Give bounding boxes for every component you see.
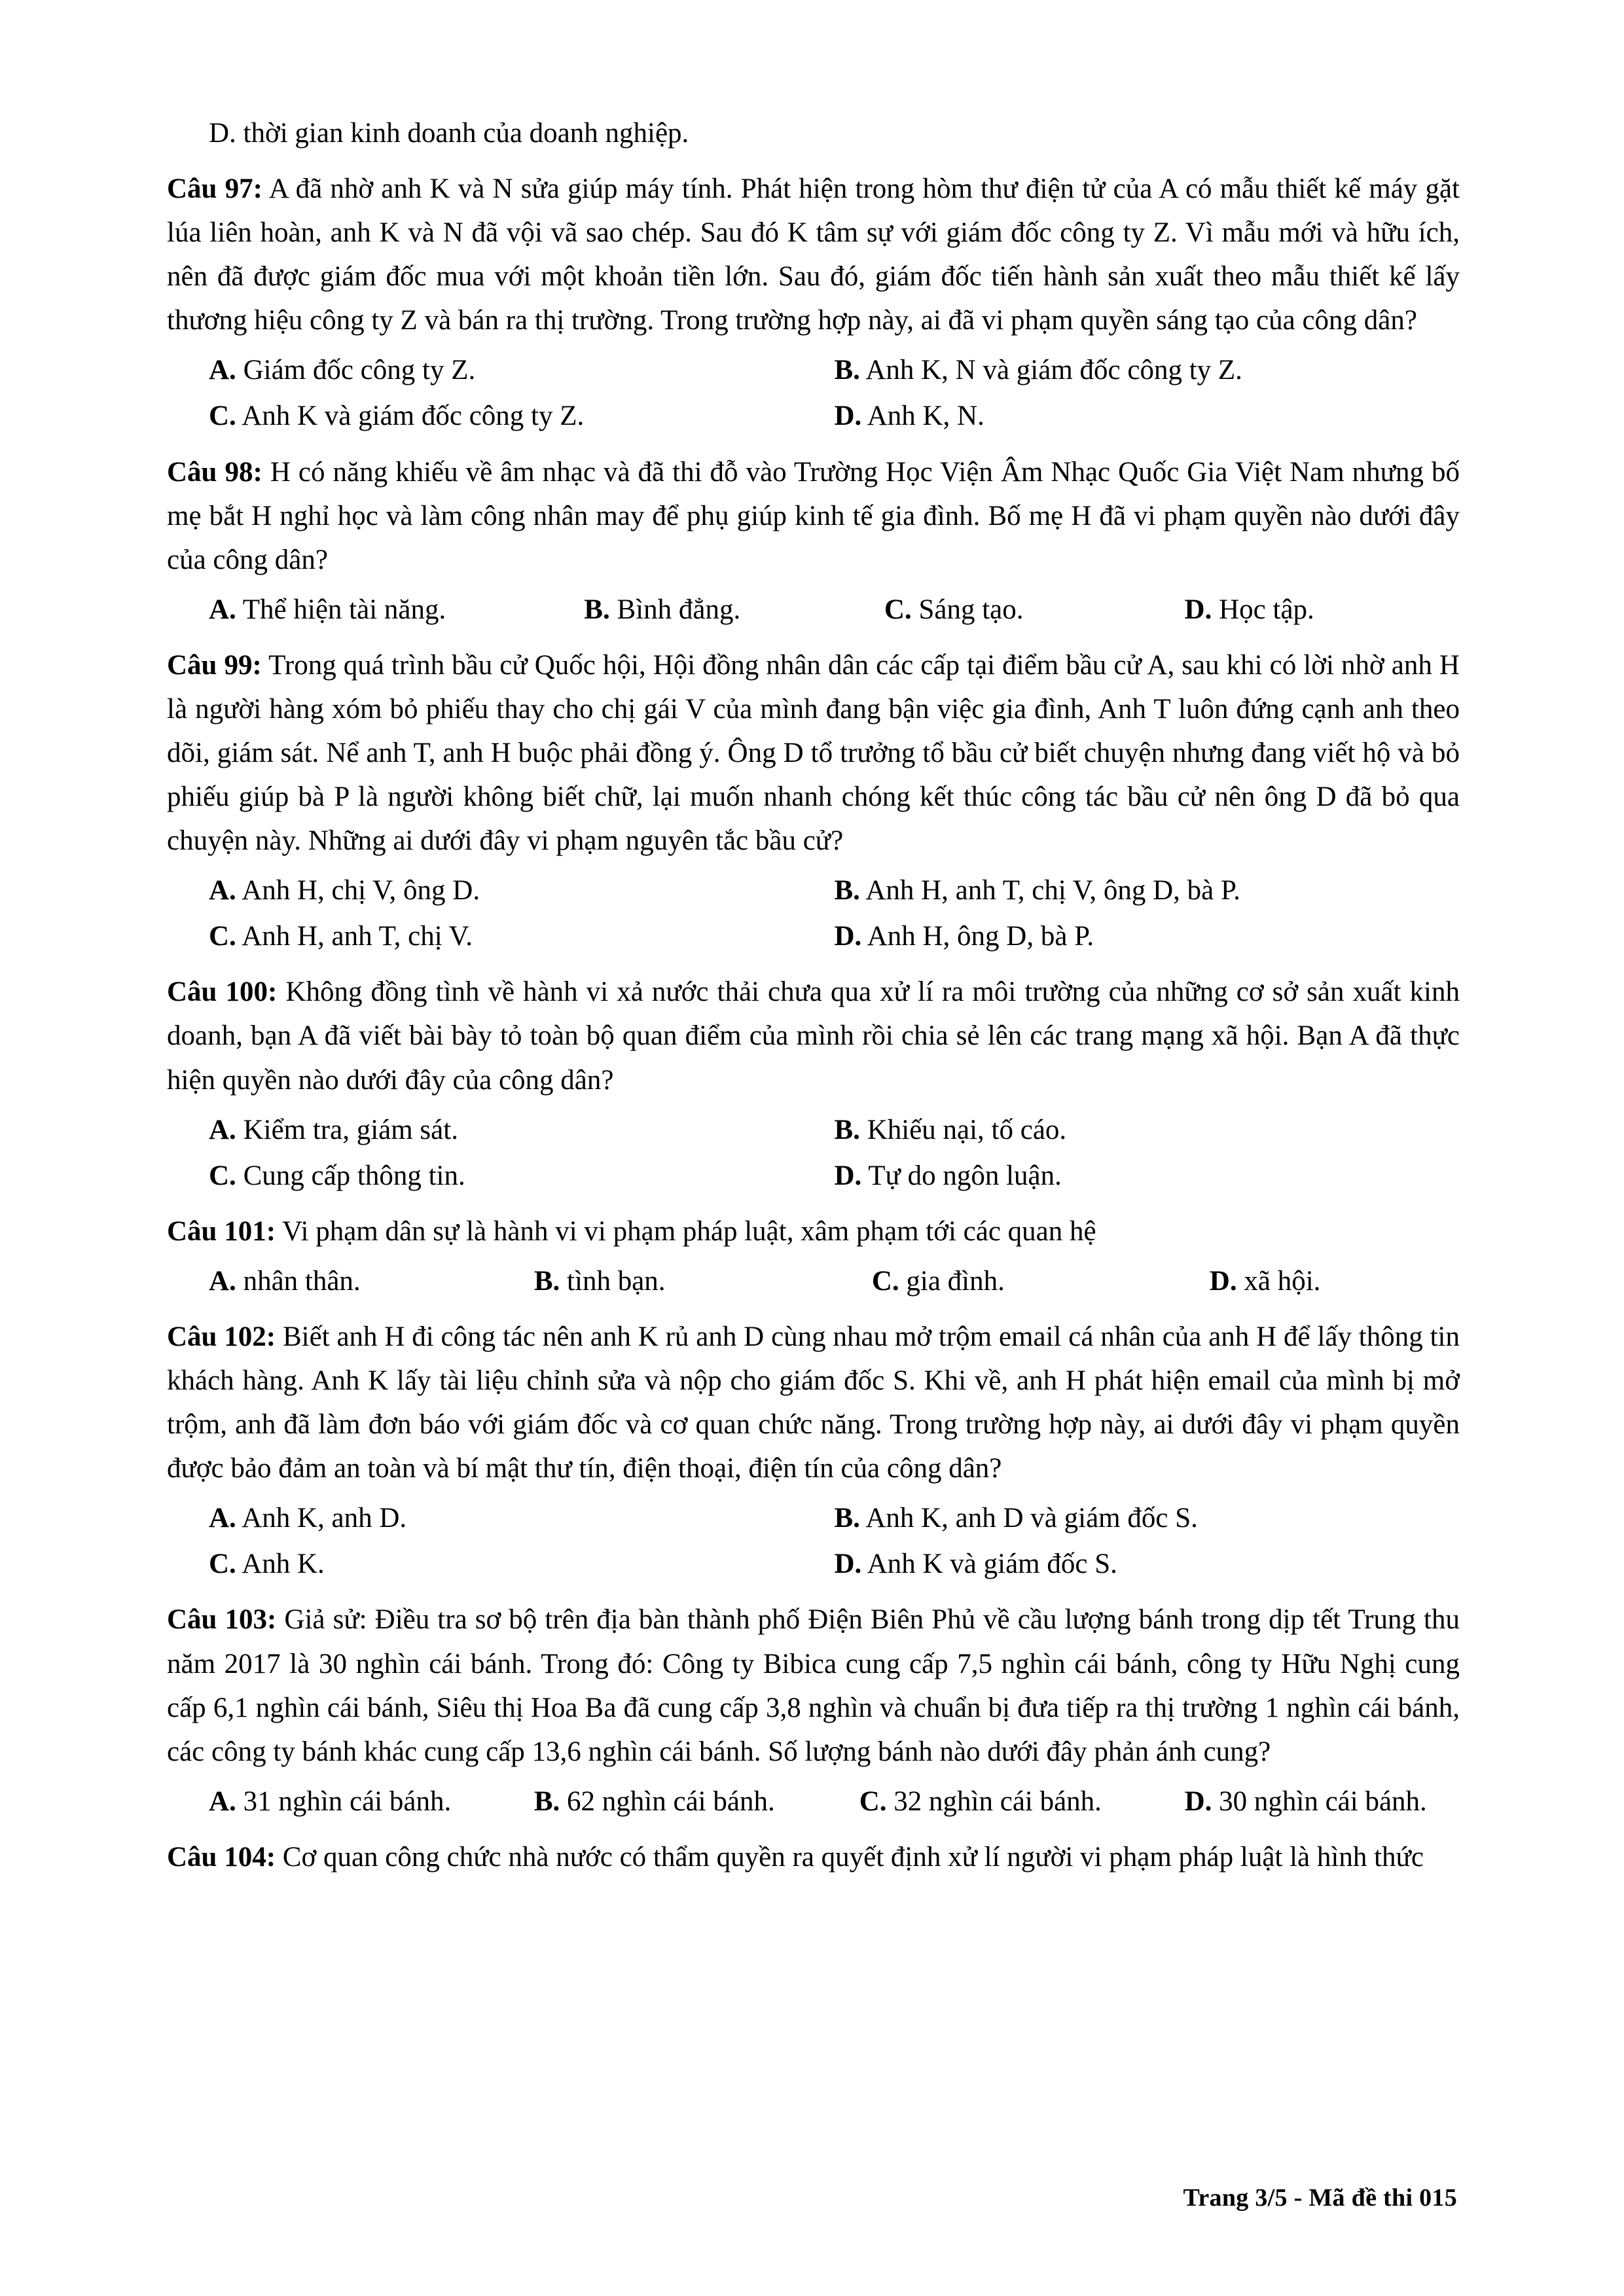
option-c-101[interactable]	[872, 1259, 1210, 1303]
option-text: Anh K và giám đốc công ty Z.	[236, 401, 585, 432]
option-a-102[interactable]	[209, 1496, 835, 1540]
option-text: Kiểm tra, giám sát.	[236, 1114, 458, 1145]
question-stem-103	[167, 1598, 1460, 1773]
option-text: Khiếu nại, tố cáo.	[859, 1114, 1067, 1145]
question-block-102	[167, 1315, 1460, 1586]
option-b-99[interactable]	[835, 869, 1460, 912]
options-row	[167, 1154, 1460, 1198]
question-block-98	[167, 450, 1460, 632]
question-stem-104	[167, 1835, 1460, 1879]
option-c-103[interactable]	[859, 1780, 1185, 1823]
question-text-99: Trong quá trình bầu cử Quốc hội, Hội đồng nhân dân các cấp tại điểm bầu cử A, sau khi có lời nhờ anh H là người hàng xóm bỏ phiếu thay cho chị gái V của mình đang bận việc gia đình, Anh T luôn đứng cạnh anh theo dõi, giám sát. Nể anh T, anh H buộc phải đồng ý. Ông D tổ trưởng tổ bầu cử biết chuyện nhưng đang viết hộ và bỏ phiếu giúp bà P là người không biết chữ, lại muốn nhanh chóng kết thúc công tác bầu cử nên ông D đã bỏ qua chuyện này. Những ai dưới đây vi phạm nguyên tắc bầu cử?	[167, 649, 1460, 857]
option-text: tình bạn.	[560, 1265, 666, 1297]
question-text-100: Không đồng tình về hành vi xả nước thải chưa qua xử lí ra môi trường của những cơ sở sản xuất kinh doanh, bạn A đã viết bài bày tỏ toàn bộ quan điểm của mình rồi chia sẻ lên các trang mạng xã hội. Bạn A đã thực hiện quyền nào dưới đây của công dân?	[167, 977, 1460, 1096]
option-key: A.	[209, 1265, 236, 1297]
option-text: 31 nghìn cái bánh.	[236, 1785, 452, 1817]
option-text: 32 nghìn cái bánh.	[886, 1785, 1102, 1817]
question-stem-102	[167, 1315, 1460, 1490]
option-key: A.	[209, 1114, 236, 1145]
option-text: Anh K, anh D và giám đốc S.	[859, 1503, 1198, 1534]
option-a-97[interactable]	[209, 348, 835, 392]
option-c-97[interactable]	[209, 394, 835, 438]
option-key: B.	[533, 1785, 560, 1817]
question-block-100	[167, 970, 1460, 1197]
option-key: C.	[209, 1549, 236, 1580]
option-b-101[interactable]	[534, 1259, 872, 1303]
option-key: B.	[834, 875, 860, 906]
options-row	[167, 1259, 1460, 1303]
option-text: xã hội.	[1236, 1265, 1321, 1297]
options-row	[167, 1496, 1460, 1540]
option-text: Cung cấp thông tin.	[236, 1160, 465, 1191]
option-key: C.	[209, 1160, 236, 1191]
option-c-102[interactable]	[209, 1542, 835, 1586]
option-key: B.	[834, 355, 860, 386]
option-d-97[interactable]	[835, 394, 1460, 438]
question-label-97: Câu 97:	[167, 173, 262, 205]
option-text: Thể hiện tài năng.	[236, 594, 446, 625]
option-text: Anh K, anh D.	[236, 1503, 407, 1534]
options-row	[167, 348, 1460, 392]
option-key: D.	[834, 401, 862, 432]
option-text: Học tập.	[1212, 594, 1314, 625]
question-label-103: Câu 103:	[167, 1604, 277, 1636]
options-row	[167, 1780, 1460, 1823]
option-key: B.	[584, 594, 610, 625]
option-a-103[interactable]	[209, 1780, 534, 1823]
option-b-100[interactable]	[835, 1108, 1460, 1152]
option-text: Anh K, N và giám đốc công ty Z.	[859, 355, 1242, 386]
option-text: Anh K.	[236, 1549, 325, 1580]
question-text-98: H có năng khiếu về âm nhạc và đã thi đỗ vào Trường Học Viện Âm Nhạc Quốc Gia Việt Nam nhưng bố mẹ bắt H nghỉ học và làm công nhân may để phụ giúp kinh tế gia đình. Bố mẹ H đã vi phạm quyền nào dưới đây của công dân?	[167, 456, 1460, 575]
page-footer: Trang 3/5 - Mã đề thi 015	[1183, 2184, 1457, 2212]
option-key: D.	[834, 921, 862, 952]
question-block-104	[167, 1835, 1460, 1879]
question-label-100: Câu 100:	[167, 977, 278, 1008]
option-key: D.	[834, 1549, 862, 1580]
option-key: B.	[834, 1114, 860, 1145]
option-d-99[interactable]	[835, 914, 1460, 958]
option-key: D.	[1184, 594, 1212, 625]
option-text: Giám đốc công ty Z.	[236, 355, 476, 386]
option-key: C.	[209, 401, 236, 432]
option-key: A.	[209, 594, 236, 625]
question-text-101: Vi phạm dân sự là hành vi vi phạm pháp luật, xâm phạm tới các quan hệ	[276, 1215, 1096, 1247]
option-text: 30 nghìn cái bánh.	[1212, 1785, 1427, 1817]
option-key: A.	[209, 875, 236, 906]
option-key: A.	[209, 355, 236, 386]
option-d-98[interactable]	[1185, 588, 1460, 632]
option-b-98[interactable]	[584, 588, 884, 632]
option-key: C.	[209, 921, 236, 952]
question-block-101	[167, 1210, 1460, 1303]
option-d-103[interactable]	[1185, 1780, 1460, 1823]
option-text: Anh H, ông D, bà P.	[861, 921, 1094, 952]
option-a-100[interactable]	[209, 1108, 835, 1152]
options-row	[167, 1542, 1460, 1586]
question-text-97: A đã nhờ anh K và N sửa giúp máy tính. Phát hiện trong hòm thư điện tử của A có mẫu thiết kế máy gặt lúa liên hoàn, anh K và N đã vội vã sao chép. Sau đó K tâm sự với giám đốc công ty Z. Vì mẫu mới và hữu ích, nên đã được giám đốc mua với một khoản tiền lớn. Sau đó, giám đốc tiến hành sản xuất theo mẫu thiết kế lấy thương hiệu công ty Z và bán ra thị trường. Trong trường hợp này, ai đã vi phạm quyền sáng tạo của công dân?	[167, 173, 1460, 336]
option-key: C.	[871, 1265, 899, 1297]
question-stem-100	[167, 970, 1460, 1102]
option-text: Bình đẳng.	[609, 594, 741, 625]
option-text: gia đình.	[899, 1265, 1005, 1297]
question-block-97	[167, 167, 1460, 438]
option-key: C.	[859, 1785, 887, 1817]
option-text: Anh H, chị V, ông D.	[236, 875, 480, 906]
question-text-102: Biết anh H đi công tác nên anh K rủ anh D cùng nhau mở trộm email cá nhân của anh H để lấy thông tin khách hàng. Anh K lấy tài liệu chỉnh sửa và nộp cho giám đốc S. Khi về, anh H phát hiện email của mình bị mở trộm, anh đã làm đơn báo với giám đốc và cơ quan chức năng. Trong trường hợp này, ai dưới đây vi phạm quyền được bảo đảm an toàn và bí mật thư tín, điện thoại, điện tín của công dân?	[167, 1321, 1460, 1484]
options-row	[167, 394, 1460, 438]
option-key: C.	[884, 594, 912, 625]
question-block-99	[167, 643, 1460, 959]
option-d-102[interactable]	[835, 1542, 1460, 1586]
option-key: D.	[1209, 1265, 1237, 1297]
option-key: A.	[209, 1785, 236, 1817]
option-text: Anh K, N.	[861, 401, 984, 432]
option-b-103[interactable]	[534, 1780, 859, 1823]
options-row	[167, 588, 1460, 632]
option-a-99[interactable]	[209, 869, 835, 912]
option-text: Anh K và giám đốc S.	[861, 1549, 1117, 1580]
options-row	[167, 1108, 1460, 1152]
question-label-102: Câu 102:	[167, 1321, 276, 1352]
option-b-97[interactable]	[835, 348, 1460, 392]
option-key: A.	[209, 1503, 236, 1534]
question-stem-98	[167, 450, 1460, 582]
page-content	[167, 111, 1460, 1879]
option-text: Sáng tạo.	[911, 594, 1024, 625]
option-text: Anh H, anh T, chị V, ông D, bà P.	[859, 875, 1240, 906]
option-text: 62 nghìn cái bánh.	[560, 1785, 775, 1817]
question-stem-101	[167, 1210, 1460, 1253]
question-text-104: Cơ quan công chức nhà nước có thẩm quyền ra quyết định xử lí người vi phạm pháp luật là hình thức	[276, 1841, 1424, 1873]
question-label-99: Câu 99:	[167, 649, 262, 681]
question-label-98: Câu 98:	[167, 456, 262, 488]
option-d-101[interactable]	[1210, 1259, 1460, 1303]
option-c-98[interactable]	[884, 588, 1185, 632]
options-row	[167, 869, 1460, 912]
option-key: B.	[834, 1503, 860, 1534]
option-key: D.	[1184, 1785, 1212, 1817]
option-key: B.	[533, 1265, 560, 1297]
partial-option-d: D. thời gian kinh doanh của doanh nghiệp.	[209, 118, 689, 149]
option-text: nhân thân.	[236, 1265, 361, 1297]
question-label-104: Câu 104:	[167, 1841, 276, 1873]
option-b-102[interactable]	[835, 1496, 1460, 1540]
options-row	[167, 914, 1460, 958]
option-a-101[interactable]	[209, 1259, 534, 1303]
option-text: Tự do ngôn luận.	[861, 1160, 1062, 1191]
option-a-98[interactable]	[209, 588, 584, 632]
question-stem-97	[167, 167, 1460, 342]
option-text: Anh H, anh T, chị V.	[236, 921, 473, 952]
option-key: D.	[834, 1160, 862, 1191]
question-stem-99	[167, 643, 1460, 863]
question-label-101: Câu 101:	[167, 1215, 276, 1247]
question-block-103	[167, 1598, 1460, 1823]
option-c-99[interactable]	[209, 914, 835, 958]
question-text-103: Giả sử: Điều tra sơ bộ trên địa bàn thành phố Điện Biên Phủ về cầu lượng bánh trong dịp tết Trung thu năm 2017 là 30 nghìn cái bánh. Trong đó: Công ty Bibica cung cấp 7,5 nghìn cái bánh, công ty Hữu Nghị cung cấp 6,1 nghìn cái bánh, Siêu thị Hoa Ba đã cung cấp 3,8 nghìn và chuẩn bị đưa tiếp ra thị trường 1 nghìn cái bánh, các công ty bánh khác cung cấp 13,6 nghìn cái bánh. Số lượng bánh nào dưới đây phản ánh cung?	[167, 1604, 1460, 1767]
option-d-100[interactable]	[835, 1154, 1460, 1198]
option-c-100[interactable]	[209, 1154, 835, 1198]
